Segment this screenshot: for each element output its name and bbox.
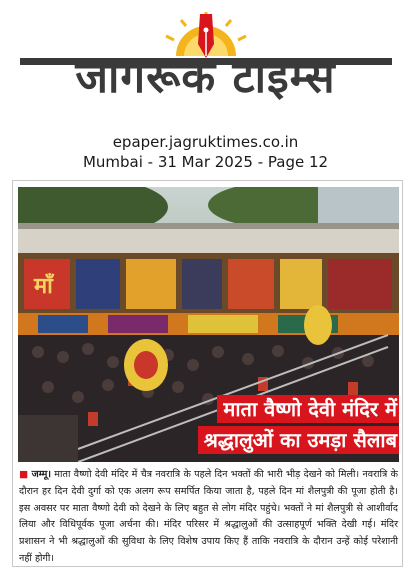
masthead-title: जागरूक टाइम्स [75,52,336,103]
headline-line-2: श्रद्धालुओं का उमड़ा सैलाब [198,426,399,454]
edition-date-page: Mumbai - 31 Mar 2025 - Page 12 [82,153,329,171]
publication-info [0,132,411,172]
headline-line-1: माता वैष्णो देवी मंदिर में [217,395,399,423]
bullet-icon: ■ [19,469,29,480]
dateline: जम्मू। [31,469,51,480]
article-text: माता वैष्णो देवी मंदिर में चैत्र नवरात्रि के पहले दिन भक्तों की भारी भीड़ देखने को मिली। नवरात्रि के दौरान हर दिन देवी दुर्गा को एक अलग रूप समर्पित किया जाता है, पहले दिन मां शैलपुत्री की पूजा होती है। इस अवसर पर माता वैष्णो देवी को देखने के लिए बहुत से लोग मंदिर पहुंचे। भक्तों ने मां शैलपुत्री से आशीर्वाद लिया और विधिपूर्वक पूजा अर्चना की। मंदिर परिसर में श्रद्धालुओं की उत्साहपूर्ण भक्ति देखी गई। मंदिर प्रशासन ने भी श्रद्धालुओं की सुविधा के लिए विशेष उपाय किए हैं ताकि नवरात्रि के दौरान उन्हें कोई परेशानी नहीं होगी। [19,469,398,564]
article-body [19,467,398,568]
article-clipping [12,180,403,567]
masthead [0,0,411,128]
temple-sign-text: माँ [34,274,53,299]
headline [78,392,399,454]
epaper-url[interactable]: epaper.jagruktimes.co.in [112,133,299,151]
temple-crowd-photo [18,187,399,462]
